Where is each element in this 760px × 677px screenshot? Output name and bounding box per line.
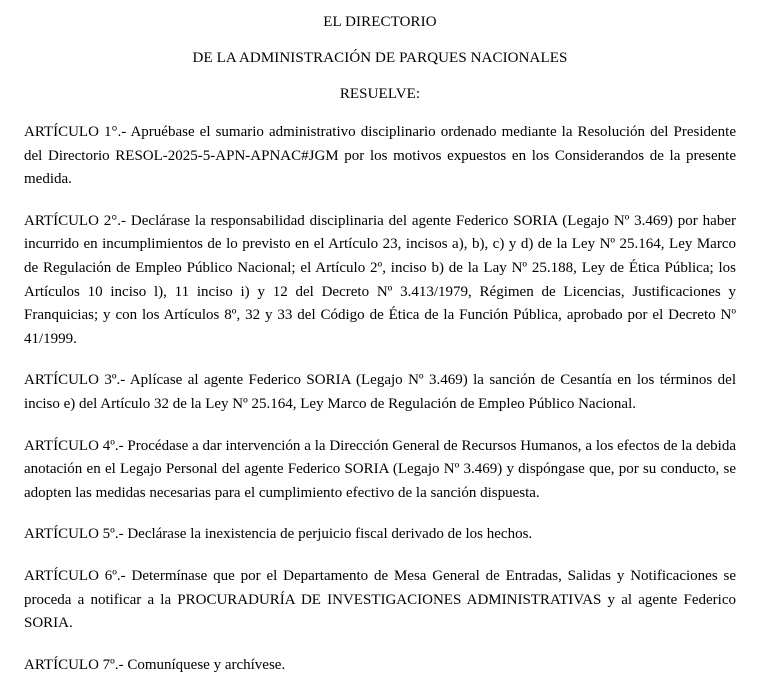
article-5: ARTÍCULO 5º.- Declárase la inexistencia de perjuicio fiscal derivado de los hechos.	[24, 526, 533, 543]
article-6: ARTÍCULO 6º.- Determínase que por el Departamento de Mesa General de Entradas, Salidas y Notificaciones se proceda a notificar a la PROCURADURÍA DE INVESTIGACIONES ADMINISTRATIVAS y al agente Federico SORIA.	[24, 567, 736, 632]
article-2: ARTÍCULO 2°.- Declárase la responsabilidad disciplinaria del agente Federico SORIA (Legajo Nº 3.469) por haber incurrido en incumplimientos de lo previsto en el Artículo 23, incisos a), b), c) y d) de la Ley Nº 25.164, Ley Marco de Regulación de Empleo Público Nacional; el Artículo 2º, inciso b) de la Lay Nº 25.188, Ley de Ética Pública; los Artículos 10 inciso l), 11 inciso i) y 12 del Decreto Nº 3.413/1979, Régimen de Licencias, Justificaciones y Franquicias; y con los Artículos 8º, 32 y 33 del Código de Ética de la Función Pública, aprobado por el Decreto Nº 41/1999.	[24, 212, 736, 347]
header-line-directorio: EL DIRECTORIO	[323, 14, 437, 30]
document-header-block	[0, 0, 760, 104]
article-4: ARTÍCULO 4º.- Procédase a dar intervención a la Dirección General de Recursos Humanos, a los efectos de la debida anotación en el Legajo Personal del agente Federico SORIA (Legajo Nº 3.469) y dispóngase que, por su conducto, se adopten las medidas necesarias para el cumplimiento efectivo de la sanción dispuesta.	[24, 437, 736, 501]
header-line-resuelve: RESUELVE:	[339, 86, 421, 102]
article-3: ARTÍCULO 3º.- Aplícase al agente Federico SORIA (Legajo Nº 3.469) la sanción de Cesantía en los términos del inciso e) del Artículo 32 de la Ley Nº 25.164, Ley Marco de Regulación de Empleo Público Nacional.	[24, 372, 736, 412]
article-7: ARTÍCULO 7º.- Comuníquese y archívese.	[24, 656, 286, 673]
article-1: ARTÍCULO 1°.- Apruébase el sumario administrativo disciplinario ordenado mediante la Resolución del Presidente del Directorio RESOL-2025-5-APN-APNAC#JGM por los motivos expuestos en los Considerandos de la presente medida.	[24, 124, 736, 188]
header-line-organismo: DE LA ADMINISTRACIÓN DE PARQUES NACIONALES	[192, 50, 568, 66]
document-body	[0, 121, 760, 677]
